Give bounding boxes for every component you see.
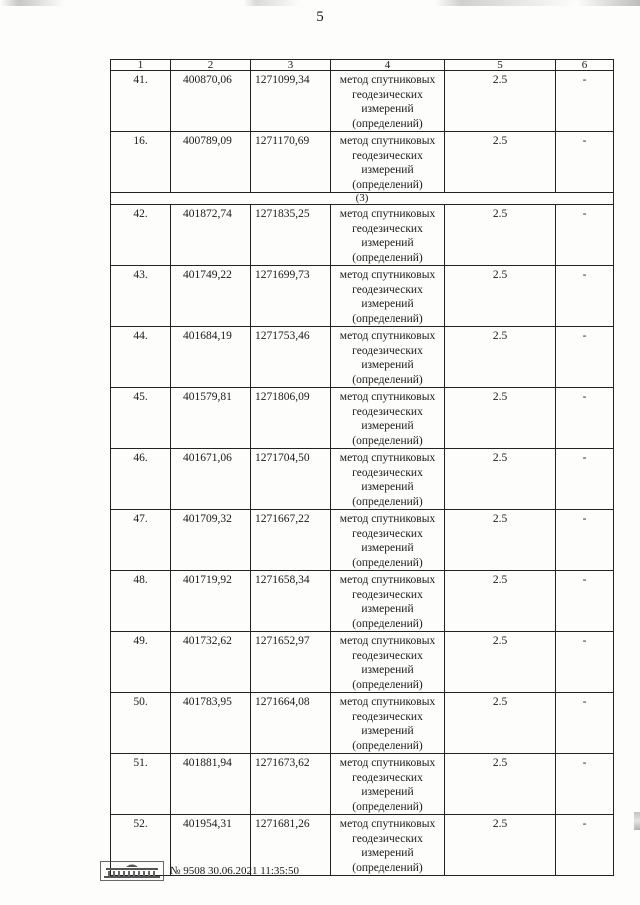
page-number: 5 — [316, 9, 324, 25]
y-coordinate: 1271652,97 — [251, 632, 331, 693]
method-description: метод спутниковых геодезических измерений (определений) — [331, 754, 445, 815]
y-coordinate: 1271835,25 — [251, 205, 331, 266]
table-row — [111, 327, 614, 388]
table-row — [111, 632, 614, 693]
y-coordinate: 1271658,34 — [251, 571, 331, 632]
row-number: 47. — [111, 510, 171, 571]
method-description: метод спутниковых геодезических измерений (определений) — [331, 388, 445, 449]
note-value: - — [556, 449, 614, 510]
row-number: 16. — [111, 132, 171, 193]
x-coordinate: 401872,74 — [171, 205, 251, 266]
row-number: 49. — [111, 632, 171, 693]
accuracy-value: 2.5 — [445, 754, 556, 815]
x-coordinate: 401954,31 — [171, 815, 251, 876]
scan-edge-artifact — [634, 812, 640, 830]
x-coordinate: 401684,19 — [171, 327, 251, 388]
note-value: - — [556, 266, 614, 327]
row-number: 41. — [111, 71, 171, 132]
method-description: метод спутниковых геодезических измерений (определений) — [331, 327, 445, 388]
accuracy-value: 2.5 — [445, 571, 556, 632]
note-value: - — [556, 632, 614, 693]
table-row — [111, 571, 614, 632]
table-row — [111, 132, 614, 193]
header-cell-6: 6 — [556, 60, 614, 71]
note-value: - — [556, 815, 614, 876]
table-row — [111, 266, 614, 327]
row-number: 46. — [111, 449, 171, 510]
note-value: - — [556, 510, 614, 571]
table-row — [111, 754, 614, 815]
x-coordinate: 401732,62 — [171, 632, 251, 693]
table-row — [111, 693, 614, 754]
row-number: 42. — [111, 205, 171, 266]
y-coordinate: 1271681,26 — [251, 815, 331, 876]
method-description: метод спутниковых геодезических измерений (определений) — [331, 205, 445, 266]
accuracy-value: 2.5 — [445, 71, 556, 132]
accuracy-value: 2.5 — [445, 327, 556, 388]
y-coordinate: 1271753,46 — [251, 327, 331, 388]
row-number: 48. — [111, 571, 171, 632]
accuracy-value: 2.5 — [445, 388, 556, 449]
table-row — [111, 205, 614, 266]
table-row — [111, 71, 614, 132]
table-header-row — [111, 60, 614, 71]
x-coordinate: 401749,22 — [171, 266, 251, 327]
group-label: (3) — [111, 193, 614, 205]
row-number: 52. — [111, 815, 171, 876]
x-coordinate: 401709,32 — [171, 510, 251, 571]
y-coordinate: 1271704,50 — [251, 449, 331, 510]
table-row — [111, 449, 614, 510]
method-description: метод спутниковых геодезических измерений (определений) — [331, 510, 445, 571]
note-value: - — [556, 327, 614, 388]
method-description: метод спутниковых геодезических измерений (определений) — [331, 71, 445, 132]
note-value: - — [556, 132, 614, 193]
header-cell-2: 2 — [171, 60, 251, 71]
note-value: - — [556, 71, 614, 132]
y-coordinate: 1271699,73 — [251, 266, 331, 327]
x-coordinate: 400870,06 — [171, 71, 251, 132]
y-coordinate: 1271673,62 — [251, 754, 331, 815]
y-coordinate: 1271099,34 — [251, 71, 331, 132]
group-separator-row — [111, 193, 614, 205]
method-description: метод спутниковых геодезических измерений (определений) — [331, 132, 445, 193]
registration-footer — [100, 861, 360, 883]
x-coordinate: 401579,81 — [171, 388, 251, 449]
scan-edge-artifact — [0, 0, 640, 6]
x-coordinate: 401881,94 — [171, 754, 251, 815]
coordinates-table — [110, 59, 614, 876]
row-number: 50. — [111, 693, 171, 754]
y-coordinate: 1271667,22 — [251, 510, 331, 571]
header-cell-1: 1 — [111, 60, 171, 71]
header-cell-4: 4 — [331, 60, 445, 71]
table-row — [111, 388, 614, 449]
accuracy-value: 2.5 — [445, 449, 556, 510]
note-value: - — [556, 693, 614, 754]
header-cell-5: 5 — [445, 60, 556, 71]
y-coordinate: 1271806,09 — [251, 388, 331, 449]
method-description: метод спутниковых геодезических измерений (определений) — [331, 571, 445, 632]
note-value: - — [556, 205, 614, 266]
registration-stamp-text: № 9508 30.06.2021 11:35:50 — [170, 865, 299, 877]
note-value: - — [556, 754, 614, 815]
table-body — [111, 60, 614, 876]
accuracy-value: 2.5 — [445, 205, 556, 266]
note-value: - — [556, 571, 614, 632]
x-coordinate: 401719,92 — [171, 571, 251, 632]
government-building-icon — [100, 861, 164, 881]
row-number: 43. — [111, 266, 171, 327]
x-coordinate: 400789,09 — [171, 132, 251, 193]
x-coordinate: 401783,95 — [171, 693, 251, 754]
method-description: метод спутниковых геодезических измерений (определений) — [331, 449, 445, 510]
header-cell-3: 3 — [251, 60, 331, 71]
accuracy-value: 2.5 — [445, 815, 556, 876]
row-number: 51. — [111, 754, 171, 815]
accuracy-value: 2.5 — [445, 632, 556, 693]
method-description: метод спутниковых геодезических измерений (определений) — [331, 815, 445, 876]
table-row — [111, 510, 614, 571]
x-coordinate: 401671,06 — [171, 449, 251, 510]
accuracy-value: 2.5 — [445, 510, 556, 571]
accuracy-value: 2.5 — [445, 266, 556, 327]
row-number: 45. — [111, 388, 171, 449]
y-coordinate: 1271170,69 — [251, 132, 331, 193]
method-description: метод спутниковых геодезических измерений (определений) — [331, 266, 445, 327]
accuracy-value: 2.5 — [445, 693, 556, 754]
method-description: метод спутниковых геодезических измерений (определений) — [331, 632, 445, 693]
y-coordinate: 1271664,08 — [251, 693, 331, 754]
method-description: метод спутниковых геодезических измерений (определений) — [331, 693, 445, 754]
row-number: 44. — [111, 327, 171, 388]
accuracy-value: 2.5 — [445, 132, 556, 193]
note-value: - — [556, 388, 614, 449]
